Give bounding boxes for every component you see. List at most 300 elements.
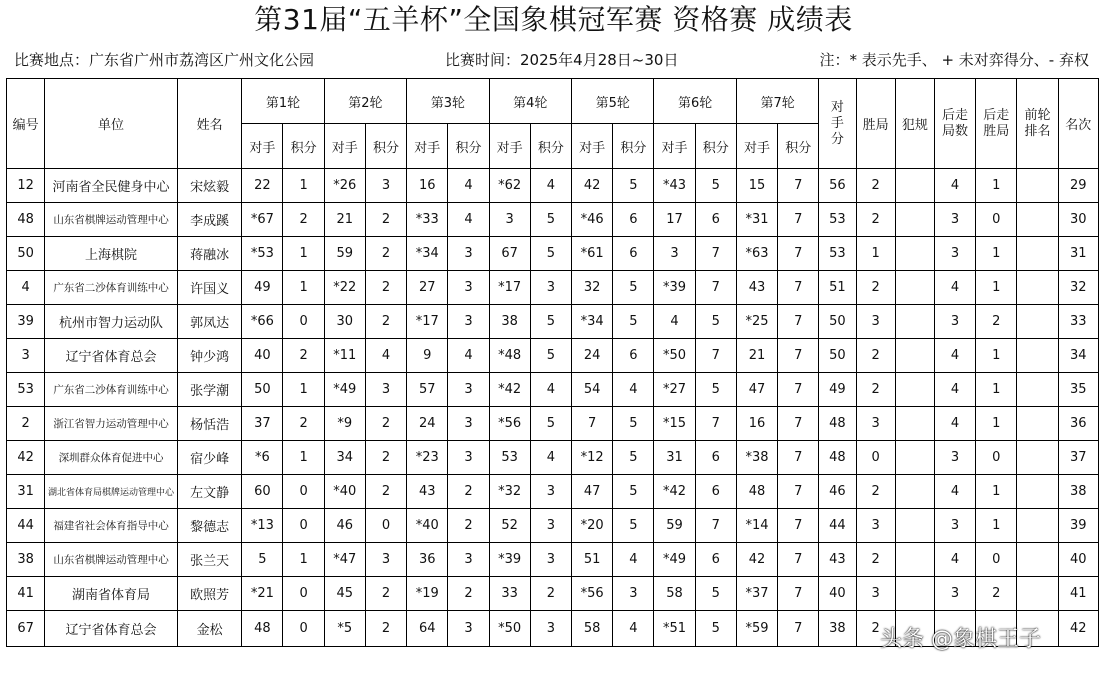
round-6-score: 5 (695, 305, 736, 339)
player-name: 张兰天 (177, 543, 241, 577)
round-7-opponent: 47 (736, 373, 777, 407)
round-3-score: 3 (448, 441, 489, 475)
previous-rank (1017, 339, 1058, 373)
black-games: 3 (934, 577, 975, 611)
header-round-7: 第7轮 (736, 79, 818, 124)
round-4-score: 5 (530, 305, 571, 339)
round-2-score: 2 (365, 441, 406, 475)
player-unit: 辽宁省体育总会 (45, 339, 178, 373)
round-6-score: 6 (695, 475, 736, 509)
round-4-opponent: *39 (489, 543, 530, 577)
wins: 2 (856, 271, 895, 305)
black-games: 4 (934, 373, 975, 407)
round-5-score: 6 (613, 339, 654, 373)
player-unit: 湖南省体育局 (45, 577, 178, 611)
opponent-score: 53 (819, 203, 856, 237)
round-5-opponent: 58 (572, 611, 613, 647)
player-name: 欧照芳 (177, 577, 241, 611)
round-2-score: 2 (365, 611, 406, 647)
wins: 3 (856, 305, 895, 339)
header-score: 积分 (613, 124, 654, 169)
round-5-opponent: 24 (572, 339, 613, 373)
round-1-score: 1 (283, 271, 324, 305)
previous-rank (1017, 577, 1058, 611)
wins: 3 (856, 577, 895, 611)
round-5-score: 5 (613, 441, 654, 475)
black-wins: 2 (976, 305, 1017, 339)
header-opponent: 对手 (654, 124, 695, 169)
player-number: 38 (7, 543, 45, 577)
round-6-score: 5 (695, 577, 736, 611)
round-5-score: 5 (613, 475, 654, 509)
opponent-score: 44 (819, 509, 856, 543)
round-7-score: 7 (778, 169, 819, 203)
wins: 2 (856, 543, 895, 577)
round-4-opponent: *17 (489, 271, 530, 305)
table-row (7, 407, 1099, 441)
round-7-opponent: 48 (736, 475, 777, 509)
round-6-score: 6 (695, 543, 736, 577)
black-games: 4 (934, 407, 975, 441)
header-round-6: 第6轮 (654, 79, 736, 124)
black-wins: 1 (976, 339, 1017, 373)
round-3-opponent: *40 (407, 509, 448, 543)
foul (895, 543, 934, 577)
table-row (7, 339, 1099, 373)
round-2-score: 2 (365, 271, 406, 305)
round-5-score: 4 (613, 543, 654, 577)
opponent-score: 40 (819, 577, 856, 611)
round-1-score: 1 (283, 169, 324, 203)
player-name: 郭凤达 (177, 305, 241, 339)
round-2-opponent: 30 (324, 305, 365, 339)
player-number: 48 (7, 203, 45, 237)
black-wins: 1 (976, 407, 1017, 441)
player-unit: 福建省社会体育指导中心 (45, 509, 178, 543)
round-1-score: 1 (283, 373, 324, 407)
round-4-score: 5 (530, 203, 571, 237)
round-2-score: 0 (365, 509, 406, 543)
opponent-score: 56 (819, 169, 856, 203)
round-4-score: 4 (530, 373, 571, 407)
round-3-score: 2 (448, 577, 489, 611)
round-6-opponent: *50 (654, 339, 695, 373)
round-2-opponent: 59 (324, 237, 365, 271)
round-3-opponent: 57 (407, 373, 448, 407)
black-games: 3 (934, 237, 975, 271)
wins: 0 (856, 441, 895, 475)
round-3-score: 2 (448, 475, 489, 509)
round-1-opponent: 37 (242, 407, 283, 441)
rank: 37 (1058, 441, 1098, 475)
round-3-score: 3 (448, 407, 489, 441)
round-7-score: 7 (778, 203, 819, 237)
round-6-opponent: *49 (654, 543, 695, 577)
round-5-opponent: 47 (572, 475, 613, 509)
header-black-games: 后走 局数 (934, 79, 975, 169)
black-games: 3 (934, 441, 975, 475)
player-number: 31 (7, 475, 45, 509)
header-opponent: 对手 (324, 124, 365, 169)
player-number: 67 (7, 611, 45, 647)
rank: 33 (1058, 305, 1098, 339)
round-1-opponent: *21 (242, 577, 283, 611)
player-number: 39 (7, 305, 45, 339)
round-2-opponent: 45 (324, 577, 365, 611)
round-4-score: 3 (530, 475, 571, 509)
round-4-opponent: *50 (489, 611, 530, 647)
round-6-score: 7 (695, 237, 736, 271)
opponent-score: 38 (819, 611, 856, 647)
round-1-opponent: 40 (242, 339, 283, 373)
opponent-score: 50 (819, 305, 856, 339)
round-4-opponent: *56 (489, 407, 530, 441)
table-row (7, 305, 1099, 339)
round-7-opponent: *25 (736, 305, 777, 339)
foul (895, 271, 934, 305)
round-5-opponent: *56 (572, 577, 613, 611)
round-1-opponent: *6 (242, 441, 283, 475)
table-row (7, 509, 1099, 543)
round-2-score: 3 (365, 543, 406, 577)
rank: 38 (1058, 475, 1098, 509)
round-2-score: 2 (365, 577, 406, 611)
round-6-opponent: *51 (654, 611, 695, 647)
round-2-score: 2 (365, 407, 406, 441)
round-3-score: 3 (448, 271, 489, 305)
header-score: 积分 (283, 124, 324, 169)
previous-rank (1017, 475, 1058, 509)
foul (895, 169, 934, 203)
round-2-score: 4 (365, 339, 406, 373)
opponent-score: 48 (819, 441, 856, 475)
round-1-opponent: *13 (242, 509, 283, 543)
round-6-score: 6 (695, 441, 736, 475)
header-score: 积分 (695, 124, 736, 169)
player-name: 杨恬浩 (177, 407, 241, 441)
round-4-score: 3 (530, 271, 571, 305)
round-5-opponent: *34 (572, 305, 613, 339)
round-5-opponent: 54 (572, 373, 613, 407)
opponent-score: 48 (819, 407, 856, 441)
wins: 2 (856, 339, 895, 373)
player-number: 2 (7, 407, 45, 441)
round-5-score: 5 (613, 305, 654, 339)
round-5-opponent: 42 (572, 169, 613, 203)
round-7-score: 7 (778, 577, 819, 611)
foul (895, 475, 934, 509)
round-1-opponent: 49 (242, 271, 283, 305)
header-opponent: 对手 (407, 124, 448, 169)
round-7-opponent: *59 (736, 611, 777, 647)
round-5-opponent: 51 (572, 543, 613, 577)
wins: 2 (856, 373, 895, 407)
round-1-score: 0 (283, 577, 324, 611)
player-unit: 辽宁省体育总会 (45, 611, 178, 647)
round-4-opponent: *32 (489, 475, 530, 509)
player-number: 50 (7, 237, 45, 271)
header-black-wins: 后走 胜局 (976, 79, 1017, 169)
header-round-3: 第3轮 (407, 79, 489, 124)
round-4-score: 4 (530, 441, 571, 475)
rank: 40 (1058, 543, 1098, 577)
round-7-opponent: *31 (736, 203, 777, 237)
round-3-opponent: 36 (407, 543, 448, 577)
round-6-opponent: *43 (654, 169, 695, 203)
round-7-score: 7 (778, 407, 819, 441)
round-7-opponent: 16 (736, 407, 777, 441)
round-2-opponent: *40 (324, 475, 365, 509)
round-2-score: 2 (365, 475, 406, 509)
player-unit: 杭州市智力运动队 (45, 305, 178, 339)
header-score: 积分 (448, 124, 489, 169)
player-unit: 湖北省体育局棋牌运动管理中心 (45, 475, 178, 509)
player-unit: 山东省棋牌运动管理中心 (45, 203, 178, 237)
header-score: 积分 (778, 124, 819, 169)
foul (895, 237, 934, 271)
round-6-score: 5 (695, 373, 736, 407)
player-name: 许国义 (177, 271, 241, 305)
round-7-score: 7 (778, 237, 819, 271)
round-2-opponent: *47 (324, 543, 365, 577)
round-3-opponent: *34 (407, 237, 448, 271)
foul (895, 305, 934, 339)
round-2-score: 2 (365, 305, 406, 339)
round-7-score: 7 (778, 611, 819, 647)
round-6-opponent: *39 (654, 271, 695, 305)
round-3-score: 2 (448, 509, 489, 543)
round-5-opponent: 7 (572, 407, 613, 441)
round-7-opponent: *37 (736, 577, 777, 611)
round-6-opponent: 31 (654, 441, 695, 475)
black-wins: 1 (976, 509, 1017, 543)
foul (895, 441, 934, 475)
round-1-score: 2 (283, 339, 324, 373)
black-wins: 1 (976, 237, 1017, 271)
round-4-score: 3 (530, 509, 571, 543)
previous-rank (1017, 407, 1058, 441)
round-1-opponent: 48 (242, 611, 283, 647)
round-5-opponent: *61 (572, 237, 613, 271)
black-games: 3 (934, 203, 975, 237)
round-7-score: 7 (778, 271, 819, 305)
round-3-score: 3 (448, 237, 489, 271)
player-name: 黎德志 (177, 509, 241, 543)
player-name: 钟少鸿 (177, 339, 241, 373)
header-round-1: 第1轮 (242, 79, 324, 124)
previous-rank (1017, 441, 1058, 475)
wins: 2 (856, 611, 895, 647)
round-2-opponent: 46 (324, 509, 365, 543)
round-1-score: 0 (283, 475, 324, 509)
round-4-score: 2 (530, 577, 571, 611)
page-title: 第31届“五羊杯”全国象棋冠军赛 资格赛 成绩表 (254, 3, 853, 36)
round-1-score: 0 (283, 509, 324, 543)
round-4-score: 3 (530, 611, 571, 647)
watermark: 头条 @象棋王子 (880, 627, 1041, 652)
black-wins: 0 (976, 543, 1017, 577)
player-number: 41 (7, 577, 45, 611)
round-6-opponent: 4 (654, 305, 695, 339)
player-number: 3 (7, 339, 45, 373)
previous-rank (1017, 305, 1058, 339)
round-5-opponent: *12 (572, 441, 613, 475)
table-row (7, 203, 1099, 237)
black-games: 4 (934, 339, 975, 373)
black-wins: 1 (976, 169, 1017, 203)
round-5-opponent: *46 (572, 203, 613, 237)
header-opponent: 对手 (489, 124, 530, 169)
rank: 41 (1058, 577, 1098, 611)
previous-rank (1017, 271, 1058, 305)
black-games: 4 (934, 475, 975, 509)
header-previous-rank: 前轮 排名 (1017, 79, 1058, 169)
round-6-score: 5 (695, 169, 736, 203)
round-7-opponent: *14 (736, 509, 777, 543)
round-2-opponent: *49 (324, 373, 365, 407)
player-name: 左文静 (177, 475, 241, 509)
round-4-score: 4 (530, 169, 571, 203)
previous-rank (1017, 373, 1058, 407)
previous-rank (1017, 203, 1058, 237)
round-2-opponent: *22 (324, 271, 365, 305)
black-wins: 0 (976, 441, 1017, 475)
round-3-opponent: 43 (407, 475, 448, 509)
header-round-5: 第5轮 (572, 79, 654, 124)
rank: 36 (1058, 407, 1098, 441)
round-7-opponent: 21 (736, 339, 777, 373)
round-3-opponent: *33 (407, 203, 448, 237)
round-7-score: 7 (778, 339, 819, 373)
black-wins: 1 (976, 271, 1017, 305)
round-5-score: 5 (613, 169, 654, 203)
previous-rank (1017, 543, 1058, 577)
round-2-opponent: 34 (324, 441, 365, 475)
round-2-score: 2 (365, 203, 406, 237)
round-3-opponent: 64 (407, 611, 448, 647)
round-3-opponent: *23 (407, 441, 448, 475)
round-6-score: 7 (695, 339, 736, 373)
previous-rank (1017, 509, 1058, 543)
round-6-score: 6 (695, 203, 736, 237)
round-5-opponent: 32 (572, 271, 613, 305)
round-6-opponent: *15 (654, 407, 695, 441)
table-row (7, 475, 1099, 509)
round-1-opponent: 50 (242, 373, 283, 407)
round-4-opponent: 38 (489, 305, 530, 339)
player-unit: 浙江省智力运动管理中心 (45, 407, 178, 441)
round-3-opponent: 9 (407, 339, 448, 373)
round-1-score: 1 (283, 237, 324, 271)
round-1-score: 0 (283, 611, 324, 647)
header-opponent: 对手 (572, 124, 613, 169)
round-5-score: 4 (613, 611, 654, 647)
header-score: 积分 (530, 124, 571, 169)
table-row (7, 577, 1099, 611)
round-5-score: 6 (613, 203, 654, 237)
player-unit: 河南省全民健身中心 (45, 169, 178, 203)
player-unit: 深圳群众体育促进中心 (45, 441, 178, 475)
table-row (7, 441, 1099, 475)
wins: 3 (856, 407, 895, 441)
foul (895, 203, 934, 237)
round-5-score: 5 (613, 271, 654, 305)
round-7-score: 7 (778, 305, 819, 339)
round-7-score: 7 (778, 373, 819, 407)
wins: 2 (856, 169, 895, 203)
foul (895, 577, 934, 611)
round-5-score: 3 (613, 577, 654, 611)
foul (895, 407, 934, 441)
player-number: 44 (7, 509, 45, 543)
header-round-4: 第4轮 (489, 79, 571, 124)
round-4-opponent: *48 (489, 339, 530, 373)
round-1-opponent: 22 (242, 169, 283, 203)
rank: 30 (1058, 203, 1098, 237)
round-6-opponent: 59 (654, 509, 695, 543)
foul (895, 509, 934, 543)
round-7-score: 7 (778, 509, 819, 543)
round-5-score: 4 (613, 373, 654, 407)
foul (895, 373, 934, 407)
player-name: 宿少峰 (177, 441, 241, 475)
header-number: 编号 (7, 79, 45, 169)
round-3-opponent: 24 (407, 407, 448, 441)
round-7-opponent: 43 (736, 271, 777, 305)
venue-text: 比赛地点：广东省广州市荔湾区广州文化公园 (14, 51, 315, 69)
round-3-score: 3 (448, 373, 489, 407)
round-6-score: 5 (695, 611, 736, 647)
round-3-score: 3 (448, 611, 489, 647)
player-number: 12 (7, 169, 45, 203)
round-5-score: 5 (613, 509, 654, 543)
player-name: 李成蹊 (177, 203, 241, 237)
round-3-opponent: *17 (407, 305, 448, 339)
header-wins: 胜局 (856, 79, 895, 169)
wins: 3 (856, 509, 895, 543)
round-1-score: 0 (283, 305, 324, 339)
round-2-score: 2 (365, 237, 406, 271)
round-1-opponent: *67 (242, 203, 283, 237)
header-unit: 单位 (45, 79, 178, 169)
header-round-2: 第2轮 (324, 79, 406, 124)
round-3-score: 3 (448, 543, 489, 577)
round-4-score: 3 (530, 543, 571, 577)
round-3-score: 4 (448, 203, 489, 237)
table-row (7, 373, 1099, 407)
round-1-score: 1 (283, 543, 324, 577)
round-1-opponent: *66 (242, 305, 283, 339)
black-games: 4 (934, 169, 975, 203)
round-2-opponent: *5 (324, 611, 365, 647)
player-unit: 广东省二沙体育训练中心 (45, 271, 178, 305)
round-5-score: 5 (613, 407, 654, 441)
round-2-opponent: *11 (324, 339, 365, 373)
round-1-opponent: *53 (242, 237, 283, 271)
rank: 31 (1058, 237, 1098, 271)
round-1-score: 2 (283, 407, 324, 441)
player-unit: 山东省棋牌运动管理中心 (45, 543, 178, 577)
round-3-score: 4 (448, 169, 489, 203)
round-1-opponent: 5 (242, 543, 283, 577)
wins: 1 (856, 237, 895, 271)
opponent-score: 49 (819, 373, 856, 407)
rank: 35 (1058, 373, 1098, 407)
black-wins: 1 (976, 475, 1017, 509)
round-7-opponent: 15 (736, 169, 777, 203)
round-7-score: 7 (778, 475, 819, 509)
round-6-score: 7 (695, 271, 736, 305)
